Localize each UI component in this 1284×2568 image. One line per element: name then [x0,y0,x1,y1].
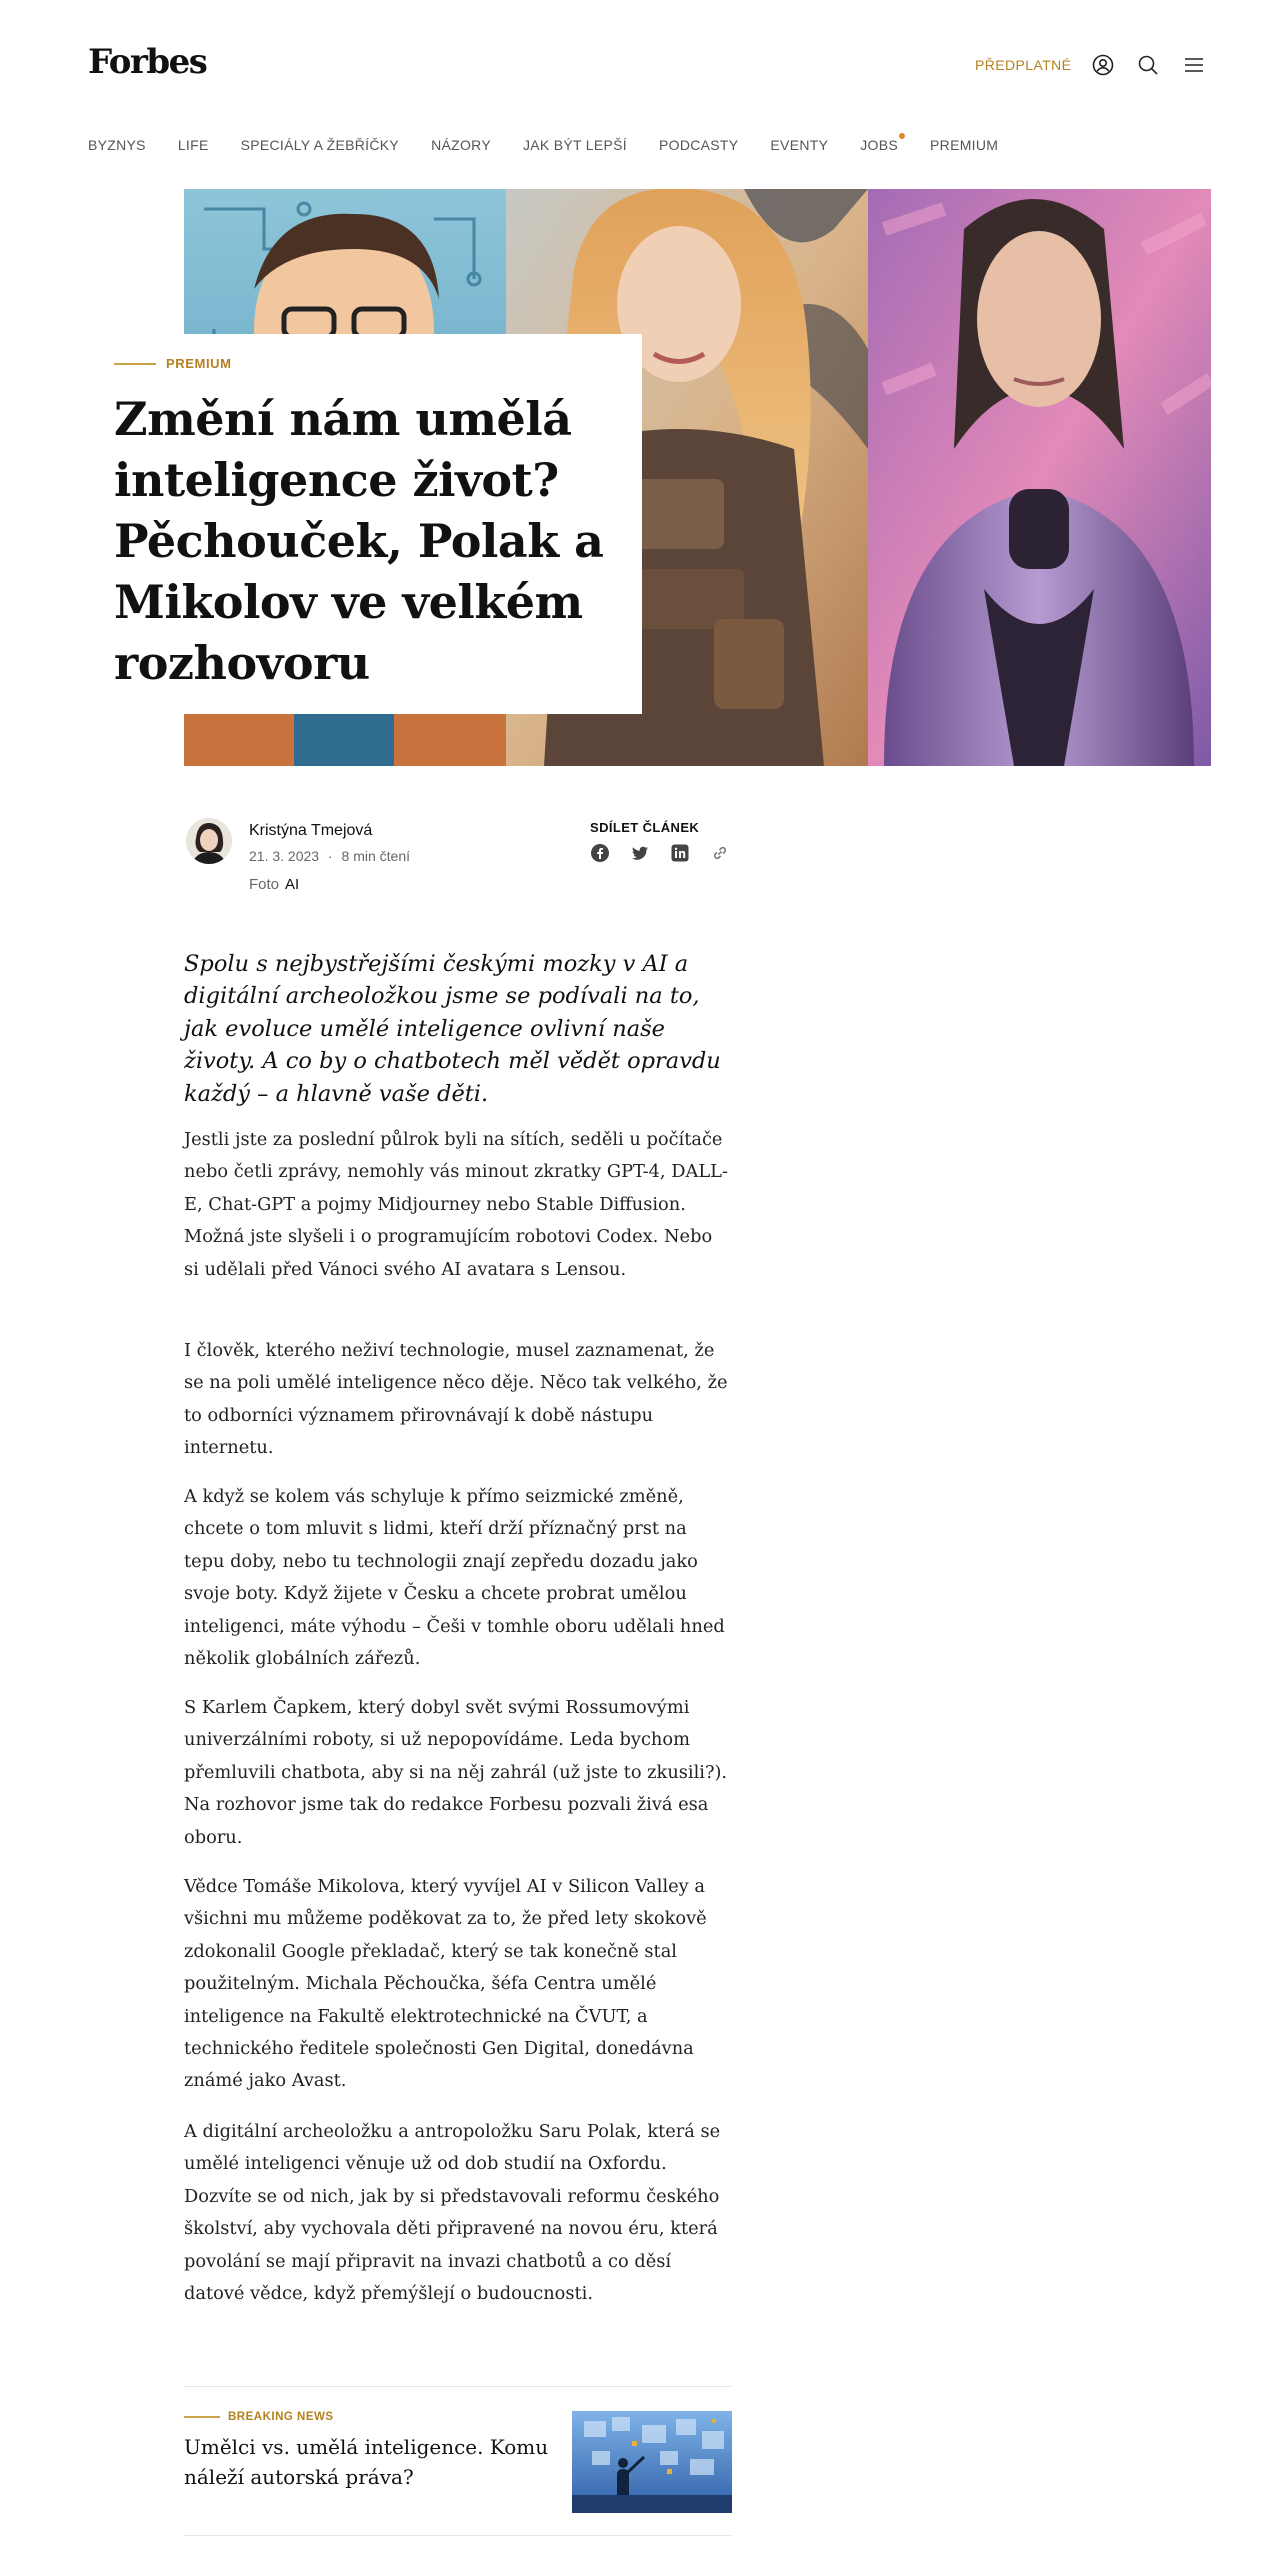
copy-link-icon[interactable] [710,843,730,863]
nav-item-eventy[interactable]: EVENTY [770,137,829,153]
subscribe-link[interactable]: PŘEDPLATNÉ [975,57,1072,73]
site-header [0,0,1284,130]
search-icon[interactable] [1135,52,1161,78]
eyebrow-divider [114,363,156,365]
nav-item-jobs[interactable] [860,137,898,159]
forbes-logo[interactable]: Forbes [88,42,207,82]
main-nav [88,137,1030,159]
nav-item-podcasty[interactable]: PODCASTY [659,137,739,153]
notification-dot [899,133,905,139]
nav-item-jobs-label: JOBS [860,137,899,153]
nav-item-nazory[interactable]: NÁZORY [431,137,491,153]
related-article-link[interactable]: Umělci vs. umělá inteligence. Komu náleží autorská práva? [184,2435,549,2489]
menu-icon[interactable] [1181,52,1207,78]
photo-credit-label: Foto [249,876,280,893]
related-divider-bottom [184,2535,732,2536]
premium-eyebrow [114,356,618,371]
nav-item-specialy[interactable]: SPECIÁLY A ŽEBŘÍČKY [240,137,400,153]
article-meta [249,848,410,864]
related-eyebrow [184,2411,334,2423]
user-icon[interactable] [1090,52,1116,78]
facebook-icon[interactable] [590,843,610,863]
photo-credit [249,876,299,893]
share-icons [590,843,730,863]
headline-card [88,334,642,714]
article-paragraph: Jestli jste za poslední půlrok byli na sítích, seděli u počítače nebo četli zprávy, nemohly vás minout zkratky GPT-4, DALL-E, Chat-GPT a pojmy Midjourney nebo Stable Diffusion. Možná jste slyšeli i o programujícím robotovi Codex. Nebo si udělali před Vánoci svého AI avatara s Lensou. [184,1129,728,1280]
related-eyebrow-label: BREAKING NEWS [228,2411,334,2423]
nav-item-life[interactable]: LIFE [177,137,209,153]
article-paragraph: A digitální archeoložku a antropoložku Saru Polak, která se umělé inteligenci věnuje už od dob studií na Oxfordu. Dozvíte se od nich, jak by si představovali reformu českého školství, aby vychovala děti připravené na novou éru, která povolání se mají připravit na invazi chatbotů a co děsí datové vědce, když přemýšlejí o budoucnosti. [184,2121,721,2305]
nav-item-jak-byt-lepsi[interactable]: JAK BÝT LEPŠÍ [522,137,627,153]
article-paragraph: Vědce Tomáše Mikolova, který vyvíjel AI v Silicon Valley a všichni mu můžeme poděkovat za to, že před lety skokově zdokonalil Google překladač, který se tak konečně stal použitelným. Michala Pěchoučka, šéfa Centra umělé inteligence na Fakultě elektrotechnické na ČVUT, a technického ředitele společnosti Gen Digital, donedávna známé jako Avast. [184,1876,707,2092]
read-time: 8 min čtení [341,848,410,864]
linkedin-icon[interactable] [670,843,690,863]
related-divider-top [184,2386,732,2387]
author-avatar[interactable] [186,818,232,864]
publish-date: 21. 3. 2023 [249,848,320,864]
author-name[interactable]: Kristýna Tmejová [249,822,373,839]
photo-credit-value: AI [285,876,300,893]
nav-item-premium[interactable]: PREMIUM [930,137,999,153]
article-paragraph: S Karlem Čapkem, který dobyl svět svými Rossumovými univerzálními roboty, si už nepopovídáme. Leda bychom přemluvili chatbota, aby si na něj zahrál (už jste to zkusili?). Na rozhovor jsme tak do redakce Forbesu pozvali živá esa oboru. [184,1697,728,1848]
nav-item-byznys[interactable]: BYZNYS [88,137,146,153]
article-paragraph: I člověk, kterého neživí technologie, musel zaznamenat, že se na poli umělé inteligence něco děje. Něco tak velkého, že to odborníci významem přirovnávají k době nástupu internetu. [184,1340,728,1459]
related-article-thumbnail[interactable] [572,2411,732,2513]
eyebrow-divider [184,2416,220,2418]
article-lead: Spolu s nejbystřejšími českými mozky v AI a digitální archeoložkou jsme se podívali na to, jak evoluce umělé inteligence ovlivní naše životy. A co by o chatbotech měl vědět opravdu každý – a hlavně vaše děti. [184,951,721,1107]
eyebrow-label: PREMIUM [166,356,232,371]
article-title: Změní nám umělá inteligence život? Pěchouček, Polak a Mikolov ve velkém rozhovoru [114,392,604,690]
article-paragraph: A když se kolem vás schyluje k přímo seizmické změně, chcete o tom mluvit s lidmi, kteří drží příznačný prst na tepu doby, nebo tu technologii znají zepředu dozadu jako svoje boty. Když žijete v Česku a chcete probrat umělou inteligenci, máte výhodu – Češi v tomhle oboru udělali hned několik globálních zářezů. [184,1486,725,1670]
twitter-icon[interactable] [630,843,650,863]
meta-separator: · [327,848,333,864]
share-label: SDÍLET ČLÁNEK [590,820,700,835]
